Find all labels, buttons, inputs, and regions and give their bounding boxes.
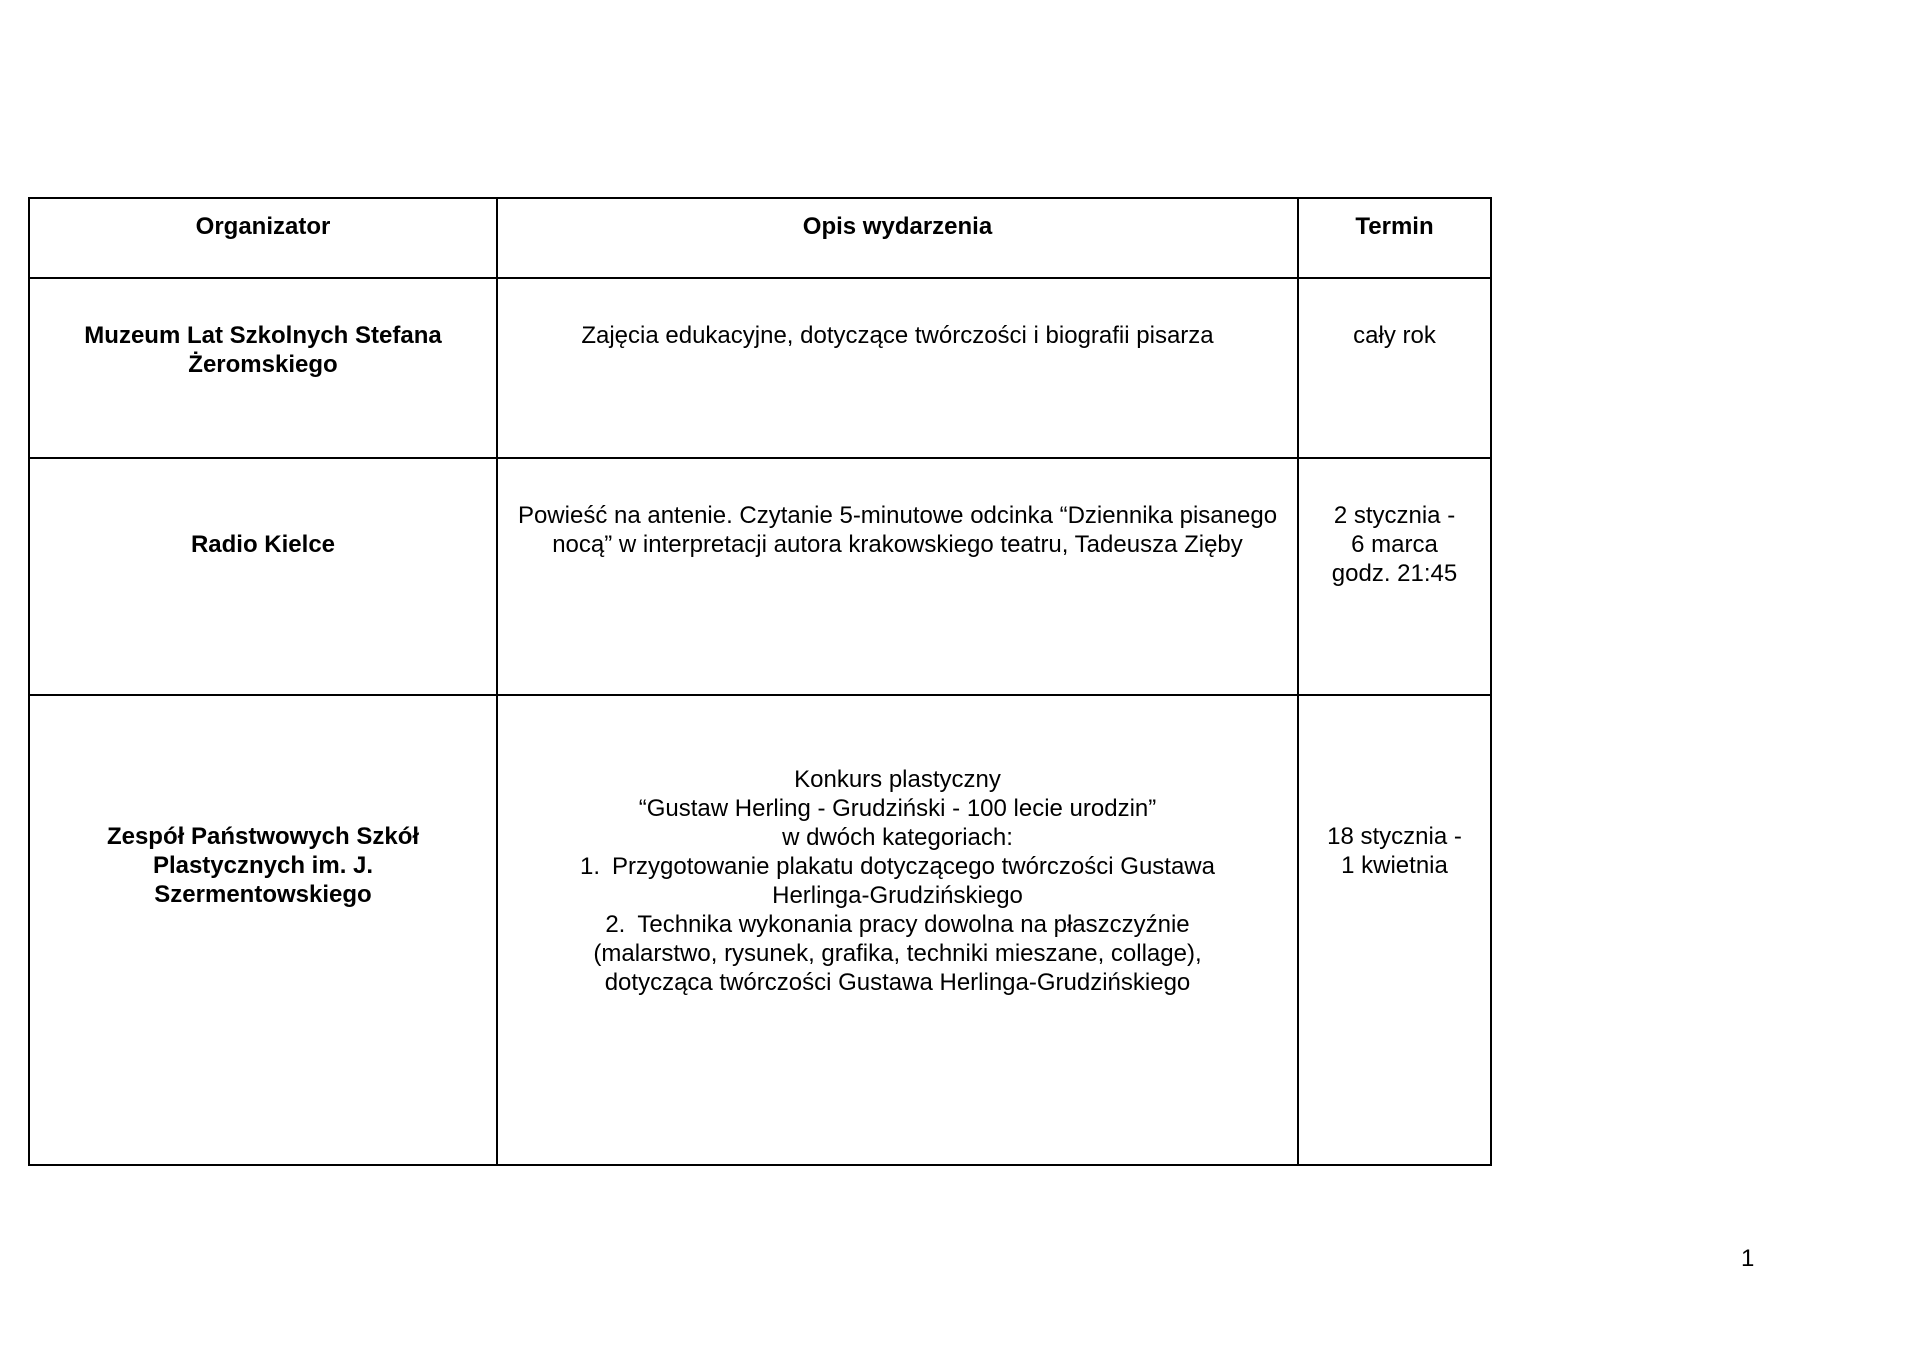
header-term: Termin: [1298, 198, 1491, 278]
description-line: w dwóch kategoriach:: [782, 824, 1013, 851]
description-cell: [497, 278, 1298, 458]
event-description: Zajęcia edukacyjne, dotyczące twórczości i biografii pisarza: [581, 322, 1214, 349]
term-line: 2 stycznia -: [1333, 502, 1456, 529]
event-term: [1299, 822, 1490, 880]
header-description: Opis wydarzenia: [497, 198, 1298, 278]
event-term: [1299, 501, 1490, 588]
description-line: “Gustaw Herling - Grudziński - 100 lecie urodzin”: [638, 795, 1157, 822]
organizer-cell: [29, 458, 497, 695]
list-item-number: 2.: [605, 911, 626, 938]
list-item-text: Przygotowanie plakatu dotyczącego twórczości Gustawa: [612, 853, 1215, 880]
term-cell: [1298, 695, 1491, 1165]
list-item-text: Technika wykonania pracy dowolna na płaszczyźnie: [637, 911, 1190, 938]
organizer-cell: [29, 278, 497, 458]
list-item-text: Herlinga-Grudzińskiego: [772, 882, 1023, 909]
organizer-name: Muzeum Lat Szkolnych Stefana Żeromskiego: [84, 322, 442, 378]
event-term: cały rok: [1353, 322, 1436, 349]
description-cell: [497, 458, 1298, 695]
event-description: [498, 765, 1297, 997]
term-line: 6 marca: [1351, 531, 1438, 558]
list-item: [512, 910, 1283, 997]
list-item-number: 1.: [580, 853, 601, 880]
table-row: [29, 695, 1491, 1165]
description-cell: [497, 695, 1298, 1165]
organizer-name: Radio Kielce: [190, 531, 336, 558]
event-description: Powieść na antenie. Czytanie 5-minutowe odcinka “Dziennika pisanego nocą” w interpretacji autora krakowskiego teatru, Tadeusza Zięby: [517, 502, 1278, 558]
list-item-text: (malarstwo, rysunek, grafika, techniki mieszane, collage),: [593, 940, 1202, 967]
header-organizer: Organizator: [29, 198, 497, 278]
organizer-cell: [29, 695, 497, 1165]
page-number: 1: [1741, 1245, 1755, 1272]
term-line: godz. 21:45: [1331, 560, 1458, 587]
term-cell: [1298, 458, 1491, 695]
table-header-row: [29, 198, 1491, 278]
term-line: 18 stycznia -: [1327, 823, 1462, 850]
term-cell: [1298, 278, 1491, 458]
description-line: Konkurs plastyczny: [794, 766, 1001, 793]
events-table: [28, 197, 1492, 1166]
organizer-name: Zespół Państwowych Szkół Plastycznych im. J. Szermentowskiego: [106, 823, 420, 908]
term-line: 1 kwietnia: [1341, 852, 1448, 879]
table-row: [29, 458, 1491, 695]
category-list: [512, 852, 1283, 997]
table-row: [29, 278, 1491, 458]
list-item: [512, 852, 1283, 910]
list-item-text: dotycząca twórczości Gustawa Herlinga-Grudzińskiego: [604, 969, 1191, 996]
